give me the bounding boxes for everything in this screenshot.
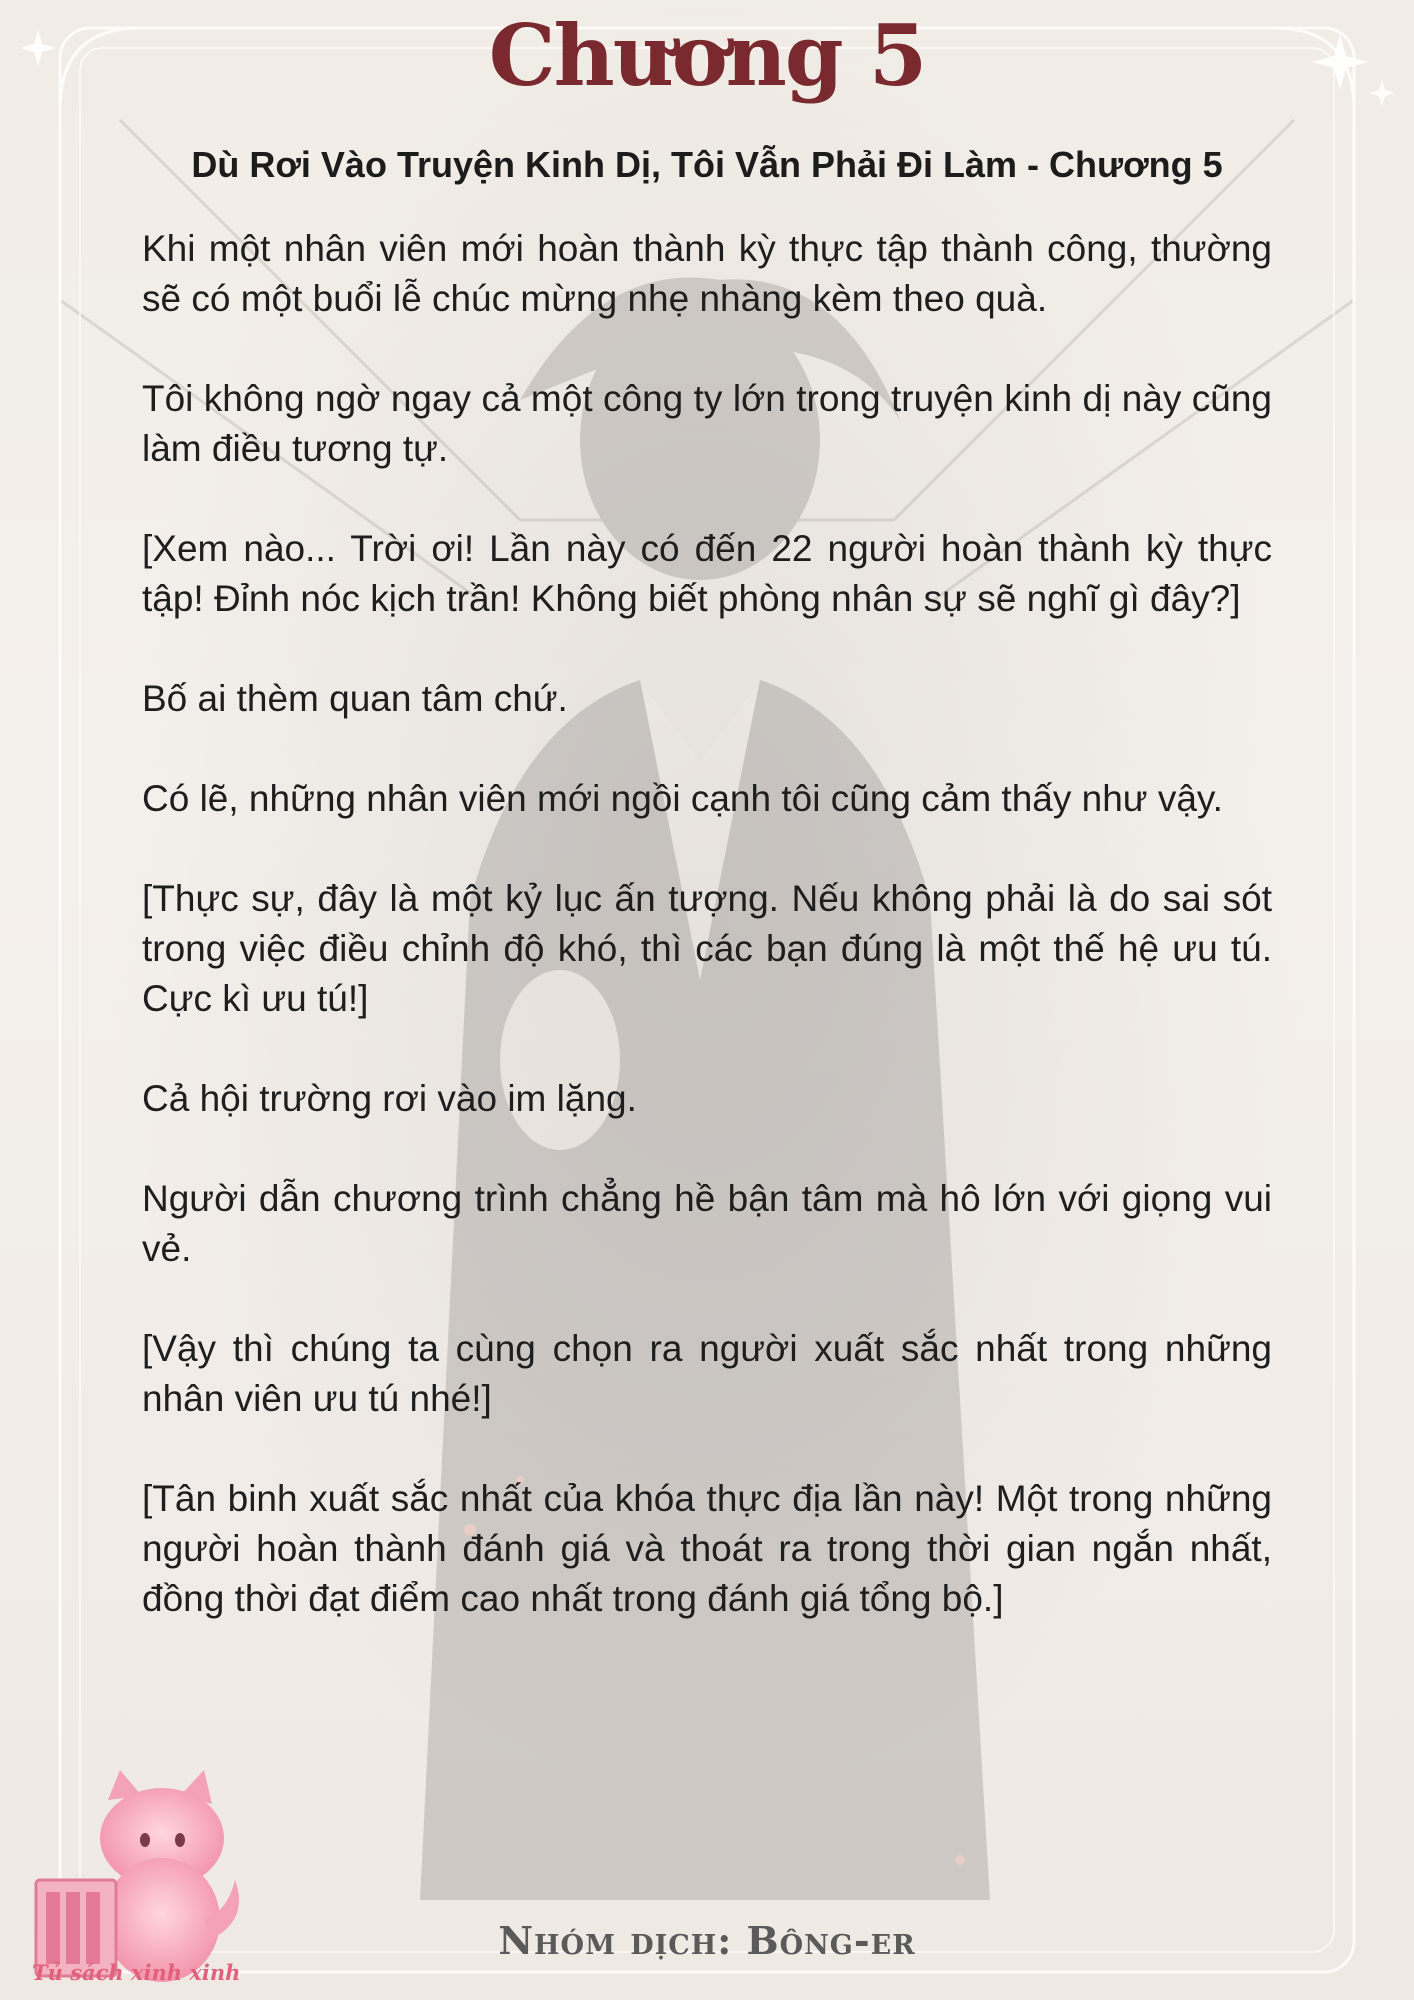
paragraph: Khi một nhân viên mới hoàn thành kỳ thực tập thành công, thường sẽ có một buổi lễ chúc mừng nhẹ nhàng kèm theo quà. xyxy=(142,228,1272,319)
paragraph: Cả hội trường rơi vào im lặng. xyxy=(142,1078,637,1119)
paragraph: Người dẫn chương trình chẳng hề bận tâm mà hô lớn với giọng vui vẻ. xyxy=(142,1178,1272,1269)
chapter-title: Chương 5 xyxy=(488,6,926,105)
paragraph: Bố ai thèm quan tâm chứ. xyxy=(142,678,568,719)
chapter-subtitle: Dù Rơi Vào Truyện Kinh Dị, Tôi Vẫn Phải Đi Làm - Chương 5 xyxy=(191,144,1223,185)
paragraph: Tôi không ngờ ngay cả một công ty lớn trong truyện kinh dị này cũng làm điều tương tự. xyxy=(142,378,1272,469)
paragraph: [Thực sự, đây là một kỷ lục ấn tượng. Nếu không phải là do sai sót trong việc điều chỉnh độ khó, thì các bạn đúng là một thế hệ ưu tú. Cực kì ưu tú!] xyxy=(142,878,1272,1019)
logo-text: Tủ sách xinh xinh xyxy=(32,1960,241,1985)
paragraph: [Tân binh xuất sắc nhất của khóa thực địa lần này! Một trong những người hoàn thành đánh giá và thoát ra trong thời gian ngắn nhất, đồng thời đạt điểm cao nhất trong đánh giá tổng bộ.] xyxy=(142,1478,1272,1619)
paragraph: Có lẽ, những nhân viên mới ngồi cạnh tôi cũng cảm thấy như vậy. xyxy=(142,778,1223,819)
chapter-body xyxy=(142,224,1272,1674)
paragraph: [Xem nào... Trời ơi! Lần này có đến 22 người hoàn thành kỳ thực tập! Đỉnh nóc kịch trần! Không biết phòng nhân sự sẽ nghĩ gì đây?] xyxy=(142,528,1272,619)
paragraph: [Vậy thì chúng ta cùng chọn ra người xuất sắc nhất trong những nhân viên ưu tú nhé!] xyxy=(142,1328,1272,1419)
translator-credit: Nhóm dịch: Bông-er xyxy=(498,1918,916,1963)
